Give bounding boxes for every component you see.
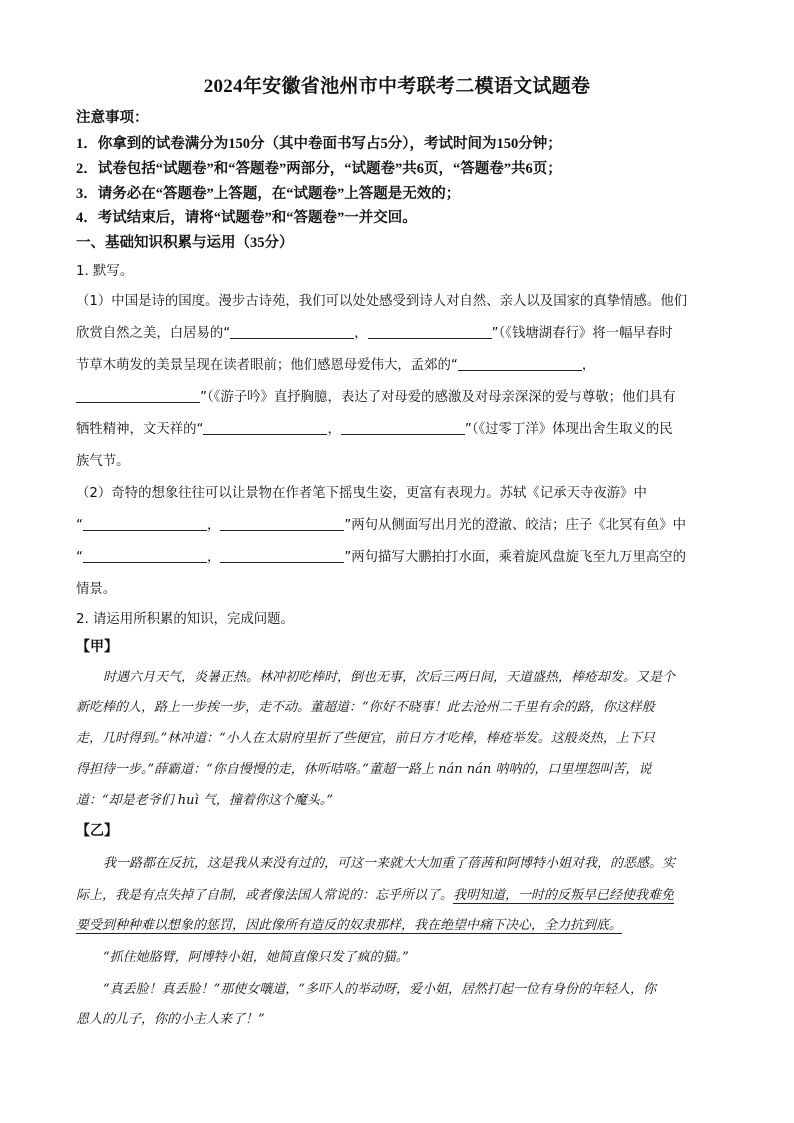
page-title: 2024年安徽省池州市中考联考二模语文试题卷 [203, 76, 591, 97]
q2-label: 2. 请运用所积累的知识，完成问题。 [76, 612, 294, 627]
text-segment: ， [327, 422, 341, 437]
q1-p2-line: 情景。 [76, 582, 117, 597]
passage-yi-line: “抓住她胳臂，阿博特小姐，她简直像只发了疯的猫。” [103, 950, 409, 965]
section-heading: 一、基础知识积累与运用（35分） [76, 235, 294, 251]
text-segment: 牺牲精神，文天祥的“ [76, 422, 204, 437]
text-segment: 际上，我是有点失掉了自制，或者像法国人常说的：忘乎所以了。 [76, 888, 454, 903]
q1-p1-line [76, 386, 726, 405]
q1-p2-line [76, 514, 726, 533]
text-segment: 欣赏自然之美，白居易的“ [76, 326, 231, 341]
q1-label: 1. 默写。 [76, 264, 134, 279]
q1-p2-line [76, 546, 726, 565]
text-segment: ”两句描写大鹏拍打水面，乘着旋风盘旋飞至九万里高空的 [344, 550, 687, 565]
text-segment: 节草木萌发的美景呈现在读者眼前；他们感恩母爱伟大，孟郊的“ [76, 358, 458, 373]
answer-blank[interactable] [341, 421, 465, 435]
answer-blank[interactable] [76, 389, 200, 403]
passage-yi-line: “真丢脸！真丢脸！”那使女嚷道，“多吓人的举动呀，爱小姐，居然打起一位有身份的年轻人，你 [103, 982, 656, 997]
q1-p1-line: 族气节。 [76, 454, 130, 469]
passage-jia-line: 新吃棒的人，路上一步挨一步，走不动。董超道：“你好不晓事！此去沧州二千里有余的路，你这样般 [76, 700, 655, 715]
passage-jia-heading: 【甲】 [76, 639, 118, 655]
text-segment: ”（《钱塘湖春行》将一幅早春时 [491, 326, 673, 341]
notice-heading: 注意事项： [76, 110, 149, 126]
underlined-sentence: 要受到种种难以想象的惩罚，因此像所有造反的奴隶那样，我在绝望中痛下决心，全力抗到底。 [76, 918, 623, 933]
text-segment: “ [76, 518, 83, 533]
text-segment: ， [206, 550, 221, 565]
notice-item-2: 2．试卷包括“试题卷”和“答题卷”两部分，“试题卷”共6页，“答题卷”共6页； [76, 161, 562, 177]
answer-blank[interactable] [368, 325, 492, 339]
q1-p1-line [76, 354, 726, 373]
answer-blank[interactable] [220, 517, 344, 531]
answer-blank[interactable] [230, 325, 354, 339]
q1-p1-line [76, 322, 726, 341]
text-segment: ”（《游子吟》直抒胸臆，表达了对母爱的感激及对母亲深深的爱与尊敬；他们具有 [200, 390, 676, 405]
passage-yi-line: 恩人的儿子，你的小主人来了！” [76, 1012, 265, 1027]
answer-blank[interactable] [83, 517, 207, 531]
answer-blank[interactable] [203, 421, 327, 435]
q1-p1-line: （1）中国是诗的国度。漫步古诗苑，我们可以处处感受到诗人对自然、亲人以及国家的真挚情感。他们 [76, 294, 688, 309]
text-segment: ， [354, 326, 368, 341]
passage-yi-line: 我一路都在反抗，这是我从来没有过的，可这一来就大大加重了蓓茜和阿博特小姐对我，的恶感。实 [103, 856, 676, 871]
passage-yi-heading: 【乙】 [76, 823, 118, 839]
text-segment: ， [206, 518, 221, 533]
notice-item-1: 1．你拿到的试卷满分为150分（其中卷面书写占5分），考试时间为150分钟； [76, 136, 562, 152]
answer-blank[interactable] [83, 549, 207, 563]
notice-item-3: 3．请务必在“答题卷”上答题，在“试题卷”上答题是无效的； [76, 186, 461, 202]
passage-jia-line: 得担待一步。”薛霸道：“你自慢慢的走，休听咭咯。”董超一路上 nán nán 呐呐的，口里埋怨叫苦，说 [76, 762, 652, 777]
passage-jia-line: 走，几时得到。”林冲道：“小人在太尉府里折了些便宜，前日方才吃棒，棒疮举发。这般炎热，上下只 [76, 731, 655, 746]
q1-p2-line: （2）奇特的想象往往可以让景物在作者笔下摇曳生姿，更富有表现力。苏轼《记承天寺夜游》中 [76, 486, 647, 501]
answer-blank[interactable] [458, 357, 582, 371]
passage-yi-line [76, 884, 726, 903]
text-segment: ， [581, 358, 596, 373]
underlined-sentence: 我明知道，一时的反叛早已经使我难免 [453, 888, 675, 903]
q1-p1-line [76, 418, 726, 437]
text-segment: ”两句从侧面写出月光的澄澈、皎洁；庄子《北冥有鱼》中 [344, 518, 687, 533]
answer-blank[interactable] [220, 549, 344, 563]
passage-yi-line [76, 914, 726, 933]
passage-jia-line: 道：“却是老爷们 huì 气，撞着你这个魔头。” [76, 793, 333, 808]
text-segment: “ [76, 550, 83, 565]
notice-item-4: 4．考试结束后，请将“试题卷”和“答题卷”一并交回。 [76, 210, 417, 226]
text-segment: ”（《过零丁洋》体现出舍生取义的民 [464, 422, 673, 437]
passage-jia-line: 时遇六月天气，炎暑正热。林冲初吃棒时，倒也无事，次后三两日间，天道盛热，棒疮却发。又是个 [103, 670, 676, 685]
